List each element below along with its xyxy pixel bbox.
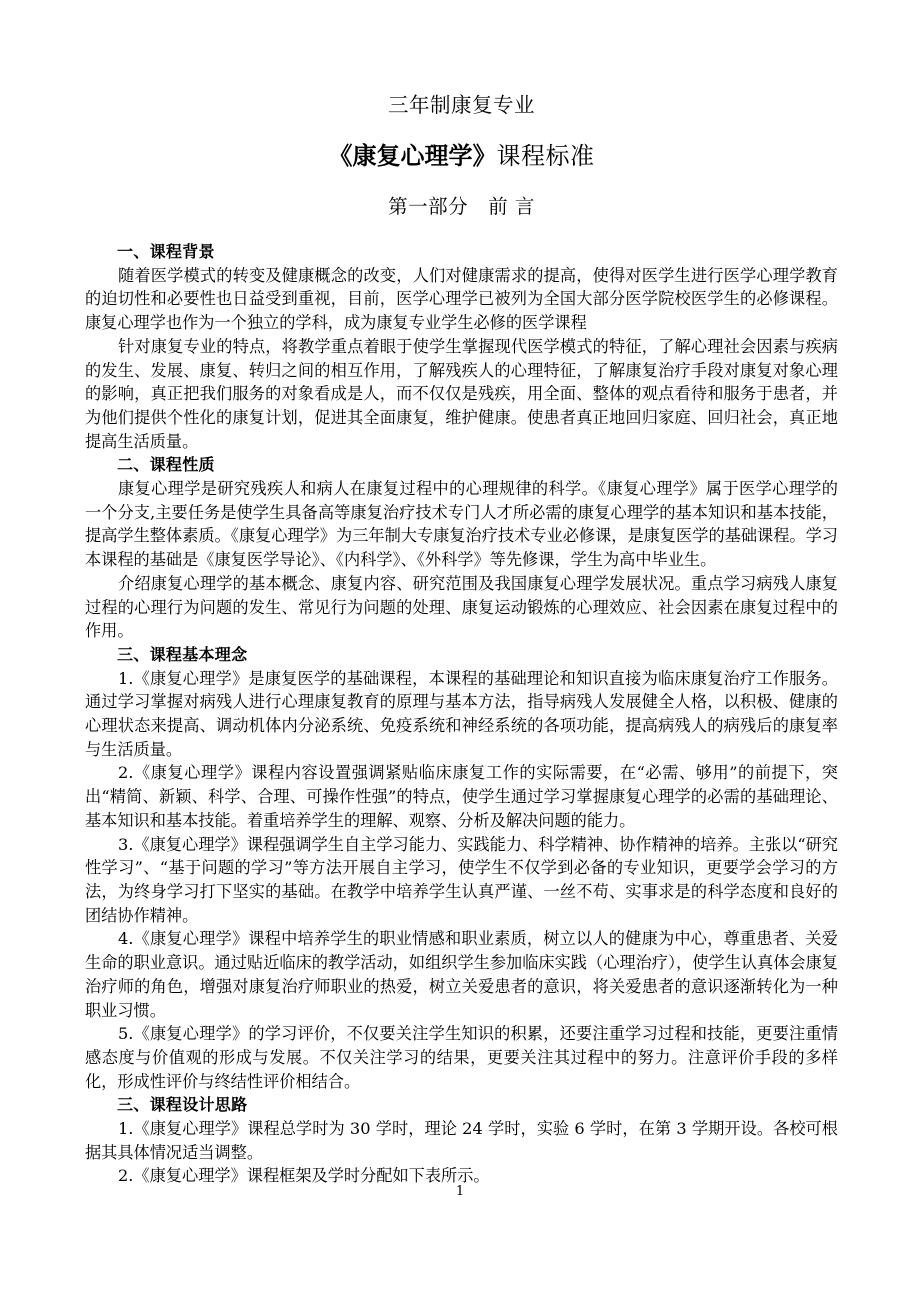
paragraph: 5.《康复心理学》的学习评价，不仅要关注学生知识的积累，还要注重学习过程和技能，更要注重情感态度与价值观的形成与发展。不仅关注学习的结果，更要关注其过程中的努力。注意评价手段的多样化，形成性评价与终结性评价相结合。: [85, 1024, 838, 1091]
page-content: [85, 0, 838, 1188]
paragraph: 随着医学模式的转变及健康概念的改变，人们对健康需求的提高，使得对医学生进行医学心理学教育的迫切性和必要性也日益受到重视，目前，医学心理学已被列为全国大部分医学院校医学生的必修课程。康复心理学也作为一个独立的学科，成为康复专业学生必修的医学课程: [85, 265, 838, 333]
section-heading-basic-concepts: 三、课程基本理念: [117, 644, 248, 664]
main-title-suffix: 课程标准: [496, 141, 595, 170]
paragraph: 介绍康复心理学的基本概念、康复内容、研究范围及我国康复心理学发展状况。重点学习病残人康复过程的心理行为问题的发生、常见行为问题的处理、康复运动锻炼的心理效应、社会因素在康复过程中的作用。: [85, 573, 838, 641]
paragraph: 1.《康复心理学》是康复医学的基础课程，本课程的基础理论和知识直接为临床康复治疗工作服务。通过学习掌握对病残人进行心理康复教育的原理与基本方法，指导病残人发展健全人格，以积极、健康的心理状态来提高、调动机体内分泌系统、免疫系统和神经系统的各项功能，提高病残人的病残后的康复率与生活质量。: [85, 668, 838, 759]
part-heading: 第一部分 前 言: [388, 194, 535, 218]
section-heading-course-nature: 二、课程性质: [117, 455, 215, 475]
section-heading-course-background: 一、课程背景: [117, 242, 215, 261]
document-subtitle-program: 三年制康复专业: [388, 93, 535, 117]
section-heading-design-approach: 三、课程设计思路: [117, 1095, 248, 1115]
paragraph: 4.《康复心理学》课程中培养学生的职业情感和职业素质，树立以人的健康为中心，尊重患者、关爱生命的职业意识。通过贴近临床的教学活动，如组织学生参加临床实践（心理治疗），使学生认真体会康复治疗师的角色，增强对康复治疗师职业的热爱，树立关爱患者的意识，将关爱患者的意识逐渐转化为一种职业习惯。: [85, 929, 838, 1020]
document-main-title: [85, 116, 838, 168]
page-number: 1: [455, 1184, 465, 1199]
main-title-course-name: 《康复心理学》: [328, 140, 497, 170]
document-body: [85, 216, 838, 1188]
paragraph: 针对康复专业的特点，将教学重点着眼于使学生掌握现代医学模式的特征，了解心理社会因素与疾病的发生、发展、康复、转归之间的相互作用，了解残疾人的心理特征，了解康复治疗手段对康复对象心理的影响，真正把我们服务的对象看成是人，而不仅仅是残疾，用全面、整体的观点看待和服务于患者，并为他们提供个性化的康复计划，促进其全面康复，维护健康。使患者真正地回归家庭、回归社会，真正地提高生活质量。: [85, 336, 838, 451]
paragraph: 3.《康复心理学》课程强调学生自主学习能力、实践能力、科学精神、协作精神的培养。主张以“研究性学习”、“基于问题的学习”等方法开展自主学习，使学生不仅学到必备的专业知识，更要学会学习的方法，为终身学习打下坚实的基础。在教学中培养学生认真严谨、一丝不苟、实事求是的科学态度和良好的团结协作精神。: [85, 834, 838, 925]
paragraph: 2.《康复心理学》课程内容设置强调紧贴临床康复工作的实际需要，在“必需、够用”的前提下，突出“精简、新颖、科学、合理、可操作性强”的特点，使学生通过学习掌握康复心理学的必需的基础理论、基本知识和基本技能。着重培养学生的理解、观察、分析及解决问题的能力。: [85, 763, 838, 830]
paragraph: 康复心理学是研究残疾人和病人在康复过程中的心理规律的科学。《康复心理学》属于医学心理学的一个分支,主要任务是使学生具备高等康复治疗技术专门人才所必需的康复心理学的基本知识和基本技能，提高学生整体素质。《康复心理学》为三年制大专康复治疗技术专业必修课，是康复医学的基础课程。学习本课程的基础是《康复医学导论》、《内科学》、《外科学》等先修课，学生为高中毕业生。: [85, 479, 838, 570]
paragraph: 2.《康复心理学》课程框架及学时分配如下表所示。: [118, 1166, 490, 1186]
paragraph: 1.《康复心理学》课程总学时为 30 学时，理论 24 学时，实验 6 学时，在第 3 学期开设。各校可根据其具体情况适当调整。: [85, 1119, 838, 1162]
